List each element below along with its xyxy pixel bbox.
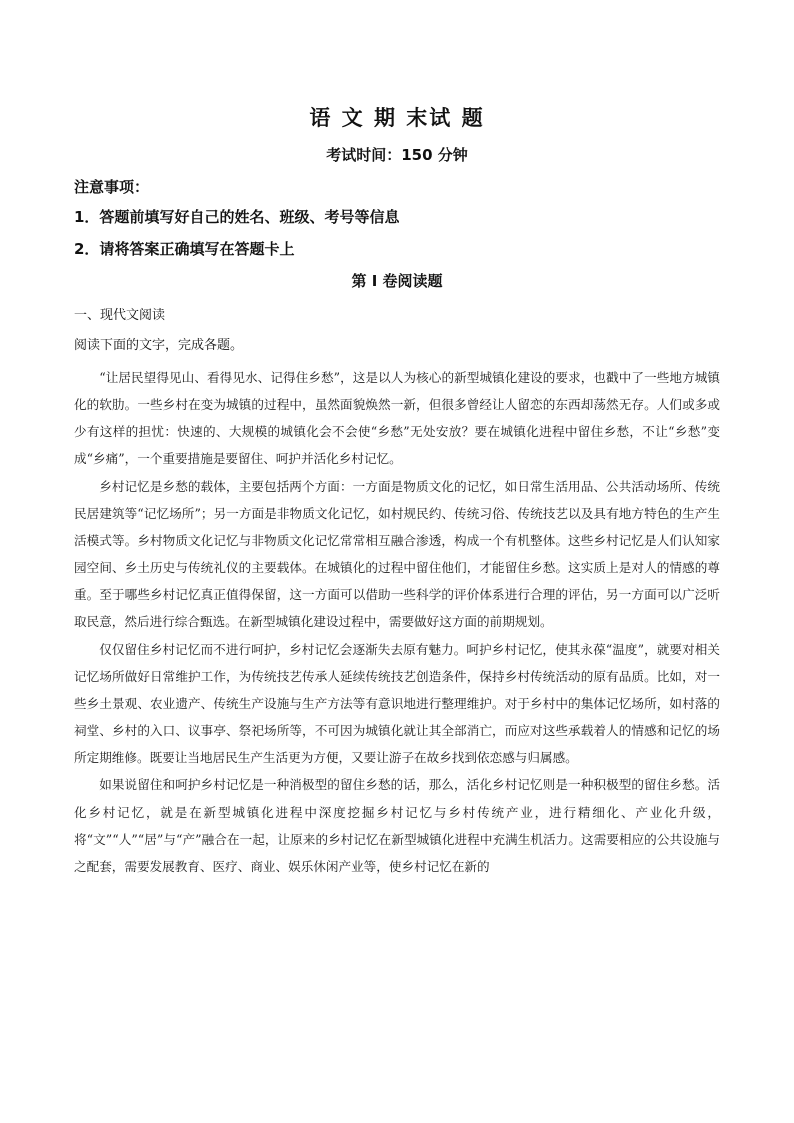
- volume-title: 第 I 卷阅读题: [351, 272, 443, 290]
- notice-item: 2．请将答案正确填写在答题卡上: [74, 240, 295, 258]
- passage-paragraph: 如果说留住和呵护乡村记忆是一种消极型的留住乡愁的话，那么，活化乡村记忆则是一种积极型的留住乡愁。活化乡村记忆，就是在新型城镇化进程中深度挖掘乡村记忆与乡村传统产业，进行精细化、产业化升级，将“文”“人”“居”与“产”融合在一起，让原来的乡村记忆在新型城镇化进程中充满生机活力。这需要相应的公共设施与之配套，需要发展教育、医疗、商业、娱乐休闲产业等，使乡村记忆在新的: [74, 777, 720, 874]
- exam-title: 语 文 期 末试 题: [309, 106, 485, 130]
- notice-heading: 注意事项：: [74, 178, 150, 196]
- passage-paragraph: “让居民望得见山、看得见水、记得住乡愁”，这是以人为核心的新型城镇化建设的要求，也戳中了一些地方城镇化的软肋。一些乡村在变为城镇的过程中，虽然面貌焕然一新，但很多曾经让人留恋的东西却荡然无存。人们或多或少有这样的担忧：快速的、大规模的城镇化会不会使“乡愁”无处安放？要在城镇化进程中留住乡愁，不让“乡愁”变成“乡痛”，一个重要措施是要留住、呵护并活化乡村记忆。: [74, 370, 720, 467]
- reading-instruction: 阅读下面的文字，完成各题。: [74, 338, 244, 353]
- passage-paragraph: 仅仅留住乡村记忆而不进行呵护，乡村记忆会逐渐失去原有魅力。呵护乡村记忆，使其永葆“温度”，就要对相关记忆场所做好日常维护工作，为传统技艺传承人延续传统技艺创造条件，保持乡村传统活动的原有品质。比如，对一些乡土景观、农业遗产、传统生产设施与生产方法等有意识地进行整理维护。对于乡村中的集体记忆场所，如村落的祠堂、乡村的入口、议事亭、祭祀场所等，不可因为城镇化就让其全部消亡，而应对这些承载着人的情感和记忆的场所定期维修。既要让当地居民生产生活更为方便，又要让游子在故乡找到依恋感与归属感。: [74, 641, 720, 766]
- notice-item: 1．答题前填写好自己的姓名、班级、考号等信息: [74, 208, 400, 226]
- section-title: 一、现代文阅读: [74, 308, 166, 323]
- exam-time: 考试时间：150 分钟: [326, 146, 468, 164]
- reading-passage: [74, 364, 720, 880]
- passage-paragraph: 乡村记忆是乡愁的载体，主要包括两个方面：一方面是物质文化的记忆，如日常生活用品、公共活动场所、传统民居建筑等“记忆场所”；另一方面是非物质文化记忆，如村规民约、传统习俗、传统技艺以及具有地方特色的生产生活模式等。乡村物质文化记忆与非物质文化记忆常常相互融合渗透，构成一个有机整体。这些乡村记忆是人们认知家园空间、乡土历史与传统礼仪的主要载体。在城镇化的过程中留住他们，才能留住乡愁。这实质上是对人的情感的尊重。至于哪些乡村记忆真正值得保留，这一方面可以借助一些科学的评价体系进行合理的评估，另一方面可以广泛听取民意，然后进行综合甄选。在新型城镇化建设过程中，需要做好这方面的前期规划。: [74, 478, 720, 630]
